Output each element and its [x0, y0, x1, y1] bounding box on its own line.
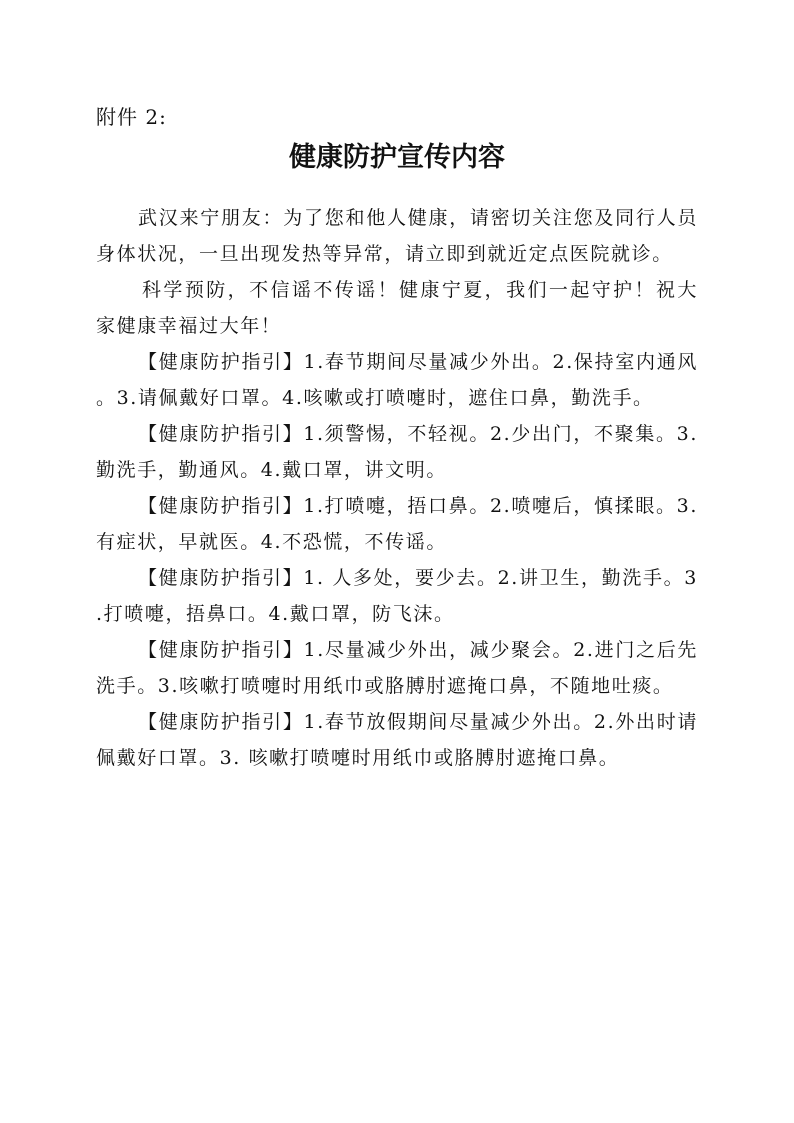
paragraph-guideline-3: 【健康防护指引】1.打喷嚏，捂口鼻。2.喷嚏后，慎揉眼。3.有症状，早就医。4.不恐慌，不传谣。 — [96, 495, 698, 553]
paragraph-guideline-6: 【健康防护指引】1.春节放假期间尽量减少外出。2.外出时请佩戴好口罩。3. 咳嗽打喷嚏时用纸巾或胳膊肘遮掩口鼻。 — [96, 711, 698, 769]
attachment-label: 附件 2: — [96, 105, 167, 129]
document-body — [96, 200, 698, 776]
paragraph-guideline-4: 【健康防护指引】1. 人多处，要少去。2.讲卫生，勤洗手。3.打喷嚏，捂鼻口。4.戴口罩，防飞沫。 — [96, 567, 698, 625]
paragraph-guideline-5: 【健康防护指引】1.尽量减少外出，减少聚会。2.进门之后先洗手。3.咳嗽打喷嚏时用纸巾或胳膊肘遮掩口鼻，不随地吐痰。 — [96, 639, 698, 697]
paragraph-guideline-2: 【健康防护指引】1.须警惕，不轻视。2.少出门，不聚集。3.勤洗手，勤通风。4.戴口罩，讲文明。 — [96, 423, 698, 481]
paragraph-guideline-1: 【健康防护指引】1.春节期间尽量减少外出。2.保持室内通风。3.请佩戴好口罩。4.咳嗽或打喷嚏时，遮住口鼻，勤洗手。 — [96, 351, 698, 409]
paragraph-slogan: 科学预防，不信谣不传谣！健康宁夏，我们一起守护！祝大家健康幸福过大年！ — [96, 279, 698, 337]
document-title: 健康防护宣传内容 — [289, 142, 505, 173]
paragraph-greeting: 武汉来宁朋友：为了您和他人健康，请密切关注您及同行人员身体状况，一旦出现发热等异常，请立即到就近定点医院就诊。 — [96, 207, 698, 265]
